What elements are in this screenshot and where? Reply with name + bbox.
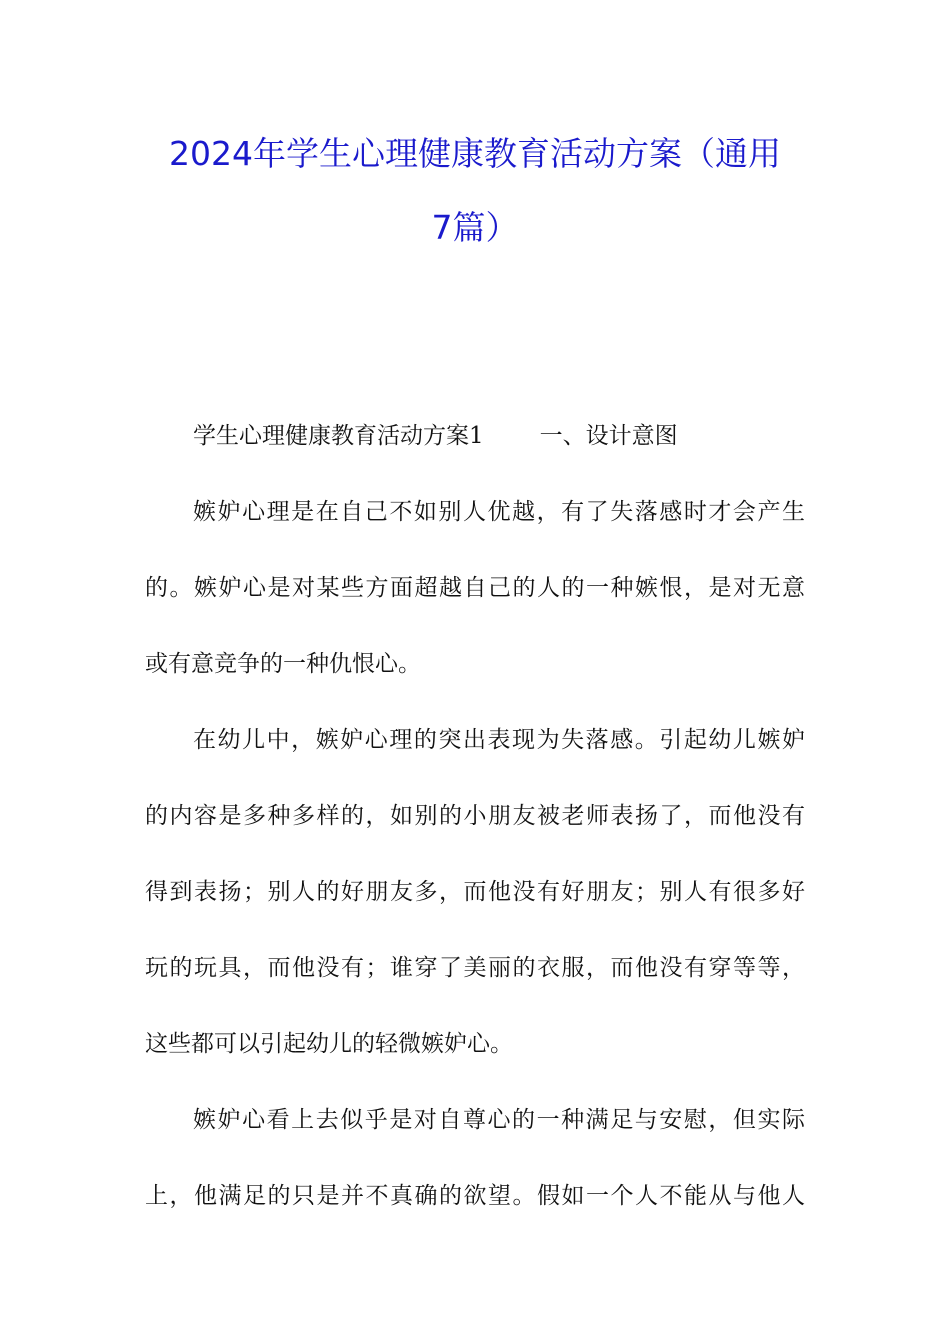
paragraph-line: 或有意竞争的一种仇恨心。 xyxy=(145,651,421,677)
paragraph-line: 上，他满足的只是并不真确的欲望。假如一个人不能从与他人 xyxy=(145,1183,805,1209)
paragraph-line: 玩的玩具，而他没有；谁穿了美丽的衣服，而他没有穿等等， xyxy=(145,955,805,981)
section-heading: 学生心理健康教育活动方案1 xyxy=(193,423,484,449)
paragraph-line: 嫉妒心理是在自己不如别人优越，有了失落感时才会产生 xyxy=(193,499,805,525)
paragraph-line: 的。嫉妒心是对某些方面超越自己的人的一种嫉恨，是对无意 xyxy=(145,575,805,601)
paragraph-line: 这些都可以引起幼儿的轻微嫉妒心。 xyxy=(145,1031,513,1057)
paragraph-line: 得到表扬；别人的好朋友多，而他没有好朋友；别人有很多好 xyxy=(145,879,805,905)
subheading: 一、设计意图 xyxy=(539,423,678,449)
document-title-line-1: 2024年学生心理健康教育活动方案（通用 xyxy=(169,134,781,173)
document-title-line-2: 7篇） xyxy=(431,208,519,247)
paragraph-line: 在幼儿中，嫉妒心理的突出表现为失落感。引起幼儿嫉妒 xyxy=(193,727,805,753)
section-heading-line xyxy=(145,398,805,474)
document-body xyxy=(145,398,805,1234)
paragraph-line: 嫉妒心看上去似乎是对自尊心的一种满足与安慰，但实际 xyxy=(193,1107,805,1133)
paragraph-line: 的内容是多种多样的，如别的小朋友被老师表扬了，而他没有 xyxy=(145,803,805,829)
